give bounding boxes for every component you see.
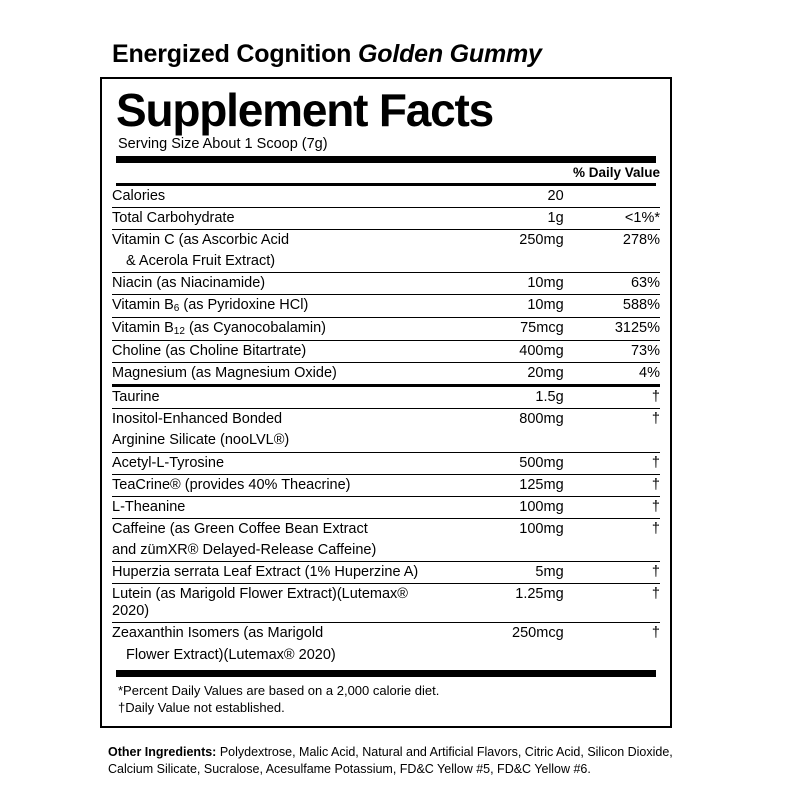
nutrient-amount: 100mg — [443, 496, 563, 518]
table-row-continuation — [112, 645, 660, 666]
nutrient-name-cont: Arginine Silicate (nooLVL®) — [112, 430, 443, 452]
product-title — [112, 40, 700, 69]
nutrient-amount: 10mg — [443, 273, 563, 295]
nutrient-name: Lutein (as Marigold Flower Extract)(Lutemax® 2020) — [112, 584, 443, 623]
nutrient-dv: † — [651, 625, 660, 642]
nutrient-amount: 1g — [443, 207, 563, 229]
footnote-dagger: †Daily Value not established. — [118, 699, 285, 715]
nutrient-amount: 800mg — [519, 411, 564, 428]
table-row-continuation — [112, 251, 660, 273]
nutrient-name: Choline (as Choline Bitartrate) — [112, 340, 443, 362]
divider-thick-top — [116, 156, 656, 163]
daily-value-header-row — [112, 163, 660, 183]
nutrient-dv-blank — [564, 540, 660, 562]
nutrient-amount: 10mg — [443, 295, 563, 318]
nutrient-name: Taurine — [112, 386, 443, 409]
footnotes — [118, 683, 660, 717]
nutrient-name: Calories — [112, 186, 443, 208]
nutrient-name-cont — [112, 645, 443, 666]
table-row — [112, 452, 660, 474]
nutrient-dv: 3125% — [564, 318, 660, 341]
nutrient-name: Zeaxanthin Isomers (as Marigold — [112, 625, 324, 642]
nutrient-dv: † — [564, 474, 660, 496]
footnote-percent-dv: *Percent Daily Values are based on a 2,000 calorie diet. — [118, 682, 440, 698]
table-row-continuation — [112, 540, 660, 562]
nutrient-dv: † — [564, 584, 660, 623]
nutrient-amount: 250mcg — [512, 625, 564, 642]
nutrient-amount-blank — [443, 645, 563, 666]
product-name: Energized Cognition — [112, 40, 352, 68]
nutrient-amount-blank — [443, 251, 563, 273]
other-ingredients-label: Other Ingredients: — [108, 745, 217, 760]
nutrient-dv-blank — [564, 430, 660, 452]
nutrient-name: Caffeine (as Green Coffee Bean Extract — [112, 520, 368, 537]
serving-size: Serving Size About 1 Scoop (7g) — [118, 135, 328, 152]
table-row — [112, 318, 660, 341]
nutrient-name: Vitamin $B_{12}$ (as Cyanocobalamin) — [112, 318, 443, 341]
nutrient-dv: 588% — [564, 295, 660, 318]
nutrient-dv: 278% — [622, 232, 660, 249]
table-row — [112, 623, 660, 645]
table-row — [112, 584, 660, 623]
nutrient-amount: 500mg — [443, 452, 563, 474]
nutrient-name-cont-text: Flower Extract)(Lutemax® 2020) — [126, 646, 336, 663]
table-row-continuation — [112, 430, 660, 452]
nutrient-dv: † — [564, 496, 660, 518]
product-flavor: Golden Gummy — [358, 40, 542, 68]
table-row — [112, 474, 660, 496]
nutrient-dv: † — [564, 452, 660, 474]
nutrient-name-cont: & Acerola Fruit Extract) — [126, 253, 276, 270]
table-row — [112, 409, 660, 431]
table-row — [112, 273, 660, 295]
table-row — [112, 295, 660, 318]
nutrient-name: Total Carbohydrate — [112, 207, 443, 229]
divider-thick-bottom — [116, 670, 656, 677]
nutrient-amount: 100mg — [519, 520, 564, 537]
table-row — [112, 207, 660, 229]
table-row — [112, 186, 660, 208]
other-ingredients-text: Polydextrose, Malic Acid, Natural and Artificial Flavors, Citric Acid, Silicon Dioxide, Calcium Silicate, Sucralose, Acesulfame Potassium, FD&C Yellow #5, FD&C Yellow #6. — [108, 745, 673, 777]
supplement-facts-panel — [100, 77, 672, 728]
nutrient-dv-blank — [564, 251, 660, 273]
nutrient-dv: 73% — [564, 340, 660, 362]
panel-title: Supplement Facts — [116, 84, 493, 136]
nutrient-name: Vitamin $B_6$ (as Pyridoxine HCl) — [112, 295, 443, 318]
nutrient-dv: 63% — [564, 273, 660, 295]
table-row — [112, 230, 660, 252]
other-ingredients — [108, 744, 708, 778]
daily-value-header: % Daily Value — [572, 164, 660, 180]
nutrient-amount: 1.5g — [443, 386, 563, 409]
table-row — [112, 340, 660, 362]
nutrient-name: Acetyl-L-Tyrosine — [112, 452, 443, 474]
nutrient-dv: † — [564, 562, 660, 584]
nutrient-name-line2 — [112, 251, 443, 273]
nutrient-name: L-Theanine — [112, 496, 443, 518]
nutrient-dv: <1%* — [564, 207, 660, 229]
table-row — [112, 386, 660, 409]
table-row — [112, 562, 660, 584]
nutrient-amount: 1.25mg — [443, 584, 563, 623]
nutrient-amount-blank — [443, 430, 563, 452]
nutrient-amount: 400mg — [443, 340, 563, 362]
nutrient-name: Inositol-Enhanced Bonded — [112, 411, 283, 428]
table-row — [112, 518, 660, 540]
nutrition-table — [112, 163, 660, 183]
nutrient-dv: 4% — [564, 363, 660, 386]
header-spacer — [112, 163, 443, 183]
nutrient-amount: 20 — [443, 186, 563, 208]
nutrient-dv: † — [564, 386, 660, 409]
nutrient-dv: † — [651, 411, 660, 428]
nutrient-amount: 20mg — [443, 363, 563, 386]
nutrient-name: Huperzia serrata Leaf Extract (1% Huperzine A) — [112, 562, 443, 584]
nutrient-name: Vitamin C (as Ascorbic Acid — [112, 232, 290, 249]
header-amount-spacer — [443, 163, 563, 183]
nutrient-name: Niacin (as Niacinamide) — [112, 273, 443, 295]
nutrient-name: Magnesium (as Magnesium Oxide) — [112, 363, 443, 386]
nutrient-amount: 250mg — [519, 232, 564, 249]
nutrient-name: TeaCrine® (provides 40% Theacrine) — [112, 474, 443, 496]
nutrient-dv-blank — [564, 645, 660, 666]
table-row — [112, 363, 660, 386]
nutrient-amount-blank — [443, 540, 563, 562]
nutrient-name-cont: and zümXR® Delayed-Release Caffeine) — [112, 540, 443, 562]
nutrient-dv — [564, 186, 660, 208]
nutrient-amount: 125mg — [443, 474, 563, 496]
table-row — [112, 496, 660, 518]
nutrient-amount: 75mcg — [443, 318, 563, 341]
nutrient-amount: 5mg — [443, 562, 563, 584]
nutrition-rows — [112, 186, 660, 666]
nutrient-dv: † — [651, 520, 660, 537]
